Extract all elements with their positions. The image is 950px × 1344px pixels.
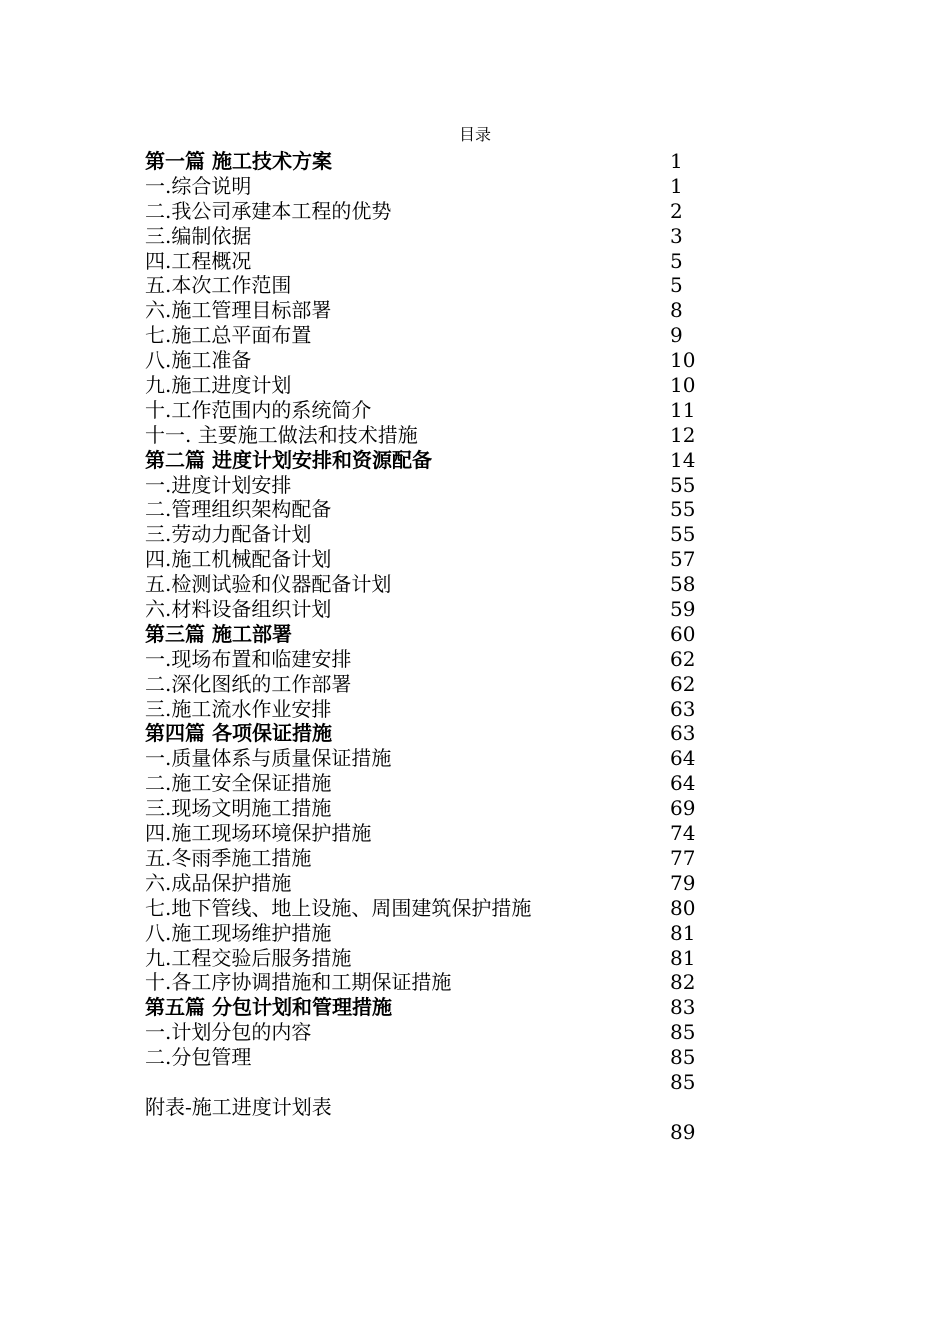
toc-entry[interactable] [145, 298, 705, 323]
toc-entry-text: 四.施工现场环境保护措施 [145, 821, 372, 846]
toc-entry-text: 五.冬雨季施工措施 [145, 845, 312, 870]
toc-section-heading[interactable] [145, 622, 705, 647]
toc-entry[interactable] [145, 348, 705, 373]
toc-entry-text: 九.施工进度计划 [145, 373, 292, 398]
toc-entry[interactable] [145, 547, 705, 572]
toc-entry-text: 八.施工准备 [145, 348, 252, 373]
toc-entry[interactable] [145, 771, 705, 796]
appendix-label: 附表-施工进度计划表 [145, 1095, 332, 1119]
toc-entry-text: 二.管理组织架构配备 [145, 497, 332, 522]
toc-entry-text: 第三篇 施工部署 [145, 621, 292, 646]
toc-entry-text: 十.各工序协调措施和工期保证措施 [145, 970, 452, 995]
toc-page-number: 58 [670, 572, 696, 597]
toc-entry[interactable] [145, 423, 705, 448]
toc-entry[interactable] [145, 249, 705, 274]
toc-entry[interactable] [145, 946, 705, 971]
toc-entry-text: 二.我公司承建本工程的优势 [145, 198, 392, 223]
toc-entry[interactable] [145, 647, 705, 672]
toc-page-number: 5 [670, 273, 683, 298]
toc-entry-text: 三.施工流水作业安排 [145, 696, 332, 721]
toc-entry[interactable] [145, 174, 705, 199]
toc-entry-text: 五.检测试验和仪器配备计划 [145, 572, 392, 597]
toc-page-number: 8 [670, 298, 683, 323]
toc-page-number: 9 [670, 323, 683, 348]
toc-entry-text: 第一篇 施工技术方案 [145, 149, 332, 173]
toc-entry[interactable] [145, 746, 705, 771]
toc-entry[interactable] [145, 273, 705, 298]
toc-page-number: 1 [670, 173, 683, 198]
toc-page-number: 1 [670, 149, 683, 173]
toc-page-number: 83 [670, 995, 696, 1020]
toc-entry[interactable] [145, 522, 705, 547]
toc-entry[interactable] [145, 697, 705, 722]
toc-page-number: 55 [670, 497, 696, 522]
toc-entry-text: 一.质量体系与质量保证措施 [145, 746, 392, 771]
toc-entry[interactable] [145, 896, 705, 921]
toc-entry-text: 一.进度计划安排 [145, 472, 292, 497]
toc-entry-text: 一.计划分包的内容 [145, 1020, 312, 1045]
toc-entry-text: 三.现场文明施工措施 [145, 796, 332, 821]
toc-entry-text: 十.工作范围内的系统简介 [145, 397, 372, 422]
toc-entry-text: 六.施工管理目标部署 [145, 298, 332, 323]
toc-entry[interactable] [145, 199, 705, 224]
toc-entry[interactable] [145, 224, 705, 249]
toc-list [145, 149, 705, 1070]
toc-section-heading[interactable] [145, 721, 705, 746]
toc-entry[interactable] [145, 572, 705, 597]
toc-page-number: 62 [670, 671, 696, 696]
toc-section-heading[interactable] [145, 995, 705, 1020]
toc-page-number: 5 [670, 248, 683, 273]
toc-entry-text: 第四篇 各项保证措施 [145, 721, 332, 746]
toc-entry[interactable] [145, 970, 705, 995]
toc-entry[interactable] [145, 398, 705, 423]
toc-page-number: 59 [670, 597, 696, 622]
toc-entry[interactable] [145, 846, 705, 871]
toc-entry-text: 三.劳动力配备计划 [145, 522, 312, 547]
toc-entry[interactable] [145, 871, 705, 896]
toc-entry[interactable] [145, 921, 705, 946]
toc-entry[interactable] [145, 497, 705, 522]
toc-page-number: 2 [670, 198, 683, 223]
toc-page-number: 82 [670, 970, 696, 995]
toc-entry-text: 第二篇 进度计划安排和资源配备 [145, 447, 432, 472]
toc-entry-text: 十一. 主要施工做法和技术措施 [145, 422, 418, 447]
toc-page-number: 81 [670, 945, 696, 970]
toc-entry-text: 五.本次工作范围 [145, 273, 292, 298]
toc-page-number: 69 [670, 796, 696, 821]
toc-entry-text: 七.地下管线、地上设施、周围建筑保护措施 [145, 895, 532, 920]
toc-page-number: 64 [670, 771, 696, 796]
toc-entry-text: 六.成品保护措施 [145, 870, 292, 895]
toc-entry[interactable] [145, 373, 705, 398]
toc-page-number: 10 [670, 373, 696, 398]
toc-page-number: 10 [670, 348, 696, 373]
toc-entry-text: 第五篇 分包计划和管理措施 [145, 995, 392, 1020]
toc-entry[interactable] [145, 796, 705, 821]
toc-page-number: 14 [670, 447, 696, 472]
toc-entry-text: 八.施工现场维护措施 [145, 920, 332, 945]
toc-section-heading[interactable] [145, 149, 705, 174]
toc-entry-text: 二.分包管理 [145, 1045, 252, 1070]
toc-entry[interactable] [145, 1020, 705, 1045]
toc-page-number: 80 [670, 895, 696, 920]
toc-page-number: 63 [670, 721, 696, 746]
toc-page-number: 55 [670, 522, 696, 547]
toc-page-number: 79 [670, 870, 696, 895]
toc-entry[interactable] [145, 821, 705, 846]
toc-entry-text: 二.深化图纸的工作部署 [145, 671, 352, 696]
toc-page-number: 77 [670, 845, 696, 870]
toc-page-number: 11 [670, 397, 696, 422]
toc-page-number: 55 [670, 472, 696, 497]
toc-page-number: 85 [670, 1020, 696, 1045]
toc-entry-text: 七.施工总平面布置 [145, 323, 312, 348]
toc-page-number: 60 [670, 621, 696, 646]
toc-entry-text: 二.施工安全保证措施 [145, 771, 332, 796]
appendix-page-number: 85 [670, 1070, 696, 1094]
toc-entry[interactable] [145, 1045, 705, 1070]
toc-entry-text: 九.工程交验后服务措施 [145, 945, 352, 970]
toc-entry-text: 三.编制依据 [145, 223, 252, 248]
toc-title: 目录 [458, 125, 491, 144]
toc-page-number: 81 [670, 920, 696, 945]
toc-entry[interactable] [145, 473, 705, 498]
appendix-page-number-final: 89 [670, 1120, 696, 1144]
toc-page-number: 85 [670, 1045, 696, 1070]
toc-entry-text: 一.综合说明 [145, 173, 252, 198]
toc-page-number: 12 [670, 422, 696, 447]
toc-page-number: 74 [670, 821, 696, 846]
toc-entry[interactable] [145, 597, 705, 622]
toc-entry-text: 六.材料设备组织计划 [145, 597, 332, 622]
toc-entry[interactable] [145, 323, 705, 348]
toc-page-number: 64 [670, 746, 696, 771]
toc-entry[interactable] [145, 672, 705, 697]
toc-entry-text: 四.工程概况 [145, 248, 252, 273]
toc-entry-text: 一.现场布置和临建安排 [145, 646, 352, 671]
toc-page-number: 3 [670, 223, 683, 248]
toc-entry-text: 四.施工机械配备计划 [145, 547, 332, 572]
toc-page-number: 63 [670, 696, 696, 721]
toc-page-number: 57 [670, 547, 696, 572]
toc-section-heading[interactable] [145, 448, 705, 473]
toc-page-number: 62 [670, 646, 696, 671]
